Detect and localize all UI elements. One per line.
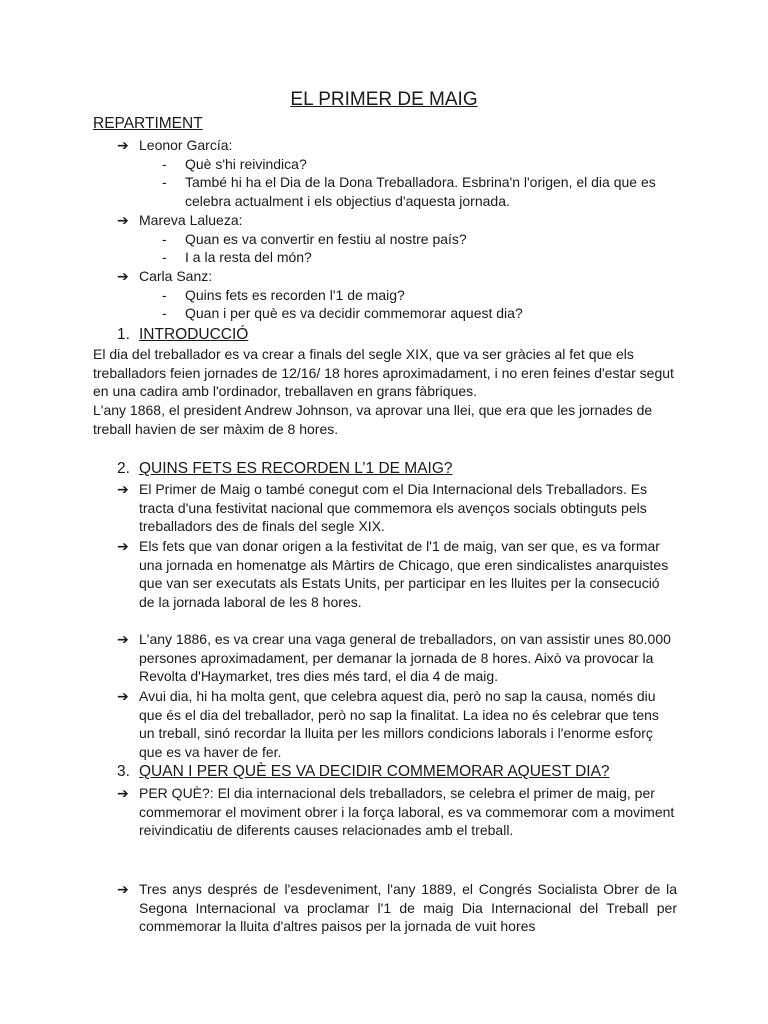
person-name: Mareva Lalueza:: [139, 212, 243, 228]
bullet-text: L'any 1886, es va crear una vaga general de treballadors, on van assistir unes 80.000 persones aproximadament, per demanar la jornada de 8 hores. Això va provocar la Revolta d'Haymarket, tres dies més tard, el dia 4 de maig.: [139, 631, 671, 685]
list-item: [117, 537, 677, 611]
dash-bullet: -: [162, 249, 167, 265]
paragraph: L'any 1868, el president Andrew Johnson, va aprovar una llei, que era que les jornades de treball havien de ser màxim de 8 hores.: [93, 402, 653, 437]
arrow-icon: ➔: [117, 268, 129, 284]
section-heading: [117, 762, 610, 782]
section-number: 2.: [117, 460, 130, 477]
dash-bullet: -: [162, 174, 167, 190]
arrow-icon: ➔: [117, 631, 129, 647]
bullet-text: Els fets que van donar origen a la festivitat de l'1 de maig, van ser que, es va formar una jornada en homenatge als Màrtirs de Chicago, que eren sindicalistes anarquistes que van ser executats als Estats Units, per participar en les lluites per la consecució de la jornada laboral de les 8 hores.: [139, 538, 669, 610]
list-item: [162, 304, 662, 323]
section-number: 1.: [117, 326, 130, 343]
list-item: [117, 480, 677, 536]
arrow-icon: ➔: [117, 785, 129, 801]
list-item: [117, 687, 677, 761]
dash-bullet: -: [162, 156, 167, 172]
arrow-icon: ➔: [117, 881, 129, 897]
question-text: Quins fets es recorden l'1 de maig?: [185, 287, 405, 303]
question-text: Què s'hi reivindica?: [185, 156, 307, 172]
bullet-text: PER QUÈ?: El dia internacional dels treballadors, se celebra el primer de maig, per commemorar el moviment obrer i la força laboral, es va commemorar com a moviment reivindicatiu de diferents causes relacionades amb el treball.: [139, 785, 675, 839]
list-item: [117, 880, 677, 936]
section-heading: [117, 325, 248, 345]
dash-bullet: -: [162, 305, 167, 321]
list-item: [162, 173, 662, 210]
arrow-icon: ➔: [117, 137, 129, 153]
person-name: Leonor García:: [139, 137, 233, 153]
section-heading: [117, 459, 453, 479]
bullet-text: Avui dia, hi ha molta gent, que celebra aquest dia, però no sap la causa, només diu que és el dia del treballador, però no sap la finalitat. La idea no és celebrar que tens un treball, sinó recordar la lluita per les millors condicions laborals i l'enorme esforç que es va haver de fer.: [139, 688, 659, 760]
bullet-text: El Primer de Maig o també conegut com el Dia Internacional dels Treballadors. Es tracta d'una festivitat nacional que commemora els avenços socials obtinguts pels treballadors des de finals del segle XIX.: [139, 481, 648, 535]
list-item: [117, 211, 677, 230]
dash-bullet: -: [162, 231, 167, 247]
list-item: [162, 286, 662, 305]
question-text: Quan es va convertir en festiu al nostre país?: [185, 231, 467, 247]
section-number: 3.: [117, 763, 130, 780]
list-item: [117, 136, 677, 155]
question-text: Quan i per què es va decidir commemorar aquest dia?: [185, 305, 523, 321]
question-text: També hi ha el Dia de la Dona Treballadora. Esbrina'n l'origen, el dia que es celebra actualment i els objectius d'aquesta jornada.: [185, 174, 656, 209]
page-title: EL PRIMER DE MAIG: [290, 89, 478, 110]
bullet-text: Tres anys després de l'esdeveniment, l'any 1889, el Congrés Socialista Obrer de la Segona Internacional va proclamar l'1 de maig Dia Internacional del Treball per commemorar la lluita d'altres paisos per la jornada de vuit hores: [139, 881, 677, 935]
arrow-icon: ➔: [117, 481, 129, 497]
arrow-icon: ➔: [117, 212, 129, 228]
arrow-icon: ➔: [117, 688, 129, 704]
list-item: [162, 155, 662, 174]
arrow-icon: ➔: [117, 538, 129, 554]
paragraph: El dia del treballador es va crear a finals del segle XIX, que va ser gràcies al fet que els treballadors feien jornades de 12/16/ 18 hores aproximadament, i no eren feines d'estar segut en una cadira amb l'ordinador, treballaven en grans fàbriques.: [93, 346, 674, 400]
question-text: I a la resta del món?: [185, 249, 312, 265]
section-title: QUAN I PER QUÈ ES VA DECIDIR COMMEMORAR AQUEST DIA?: [139, 763, 610, 780]
section-title: INTRODUCCIÓ: [139, 326, 249, 343]
list-item: [117, 630, 677, 686]
list-item: [117, 784, 677, 840]
repartiment-heading: REPARTIMENT: [93, 115, 203, 132]
section-title: QUINS FETS ES RECORDEN L’1 DE MAIG?: [139, 460, 453, 477]
list-item: [117, 267, 677, 286]
person-name: Carla Sanz:: [139, 268, 213, 284]
list-item: [162, 230, 662, 249]
dash-bullet: -: [162, 287, 167, 303]
list-item: [162, 248, 662, 267]
